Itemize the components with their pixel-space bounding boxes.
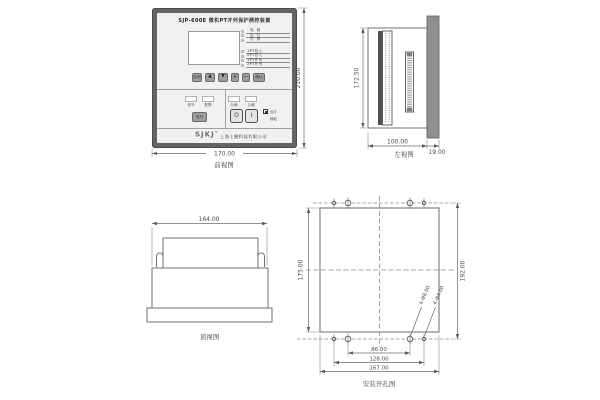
arrowhead — [422, 144, 427, 147]
arrowhead — [307, 327, 310, 332]
arrowhead — [307, 208, 310, 213]
arrowhead — [152, 152, 157, 155]
rear-case-outline — [163, 238, 258, 268]
arrowhead — [456, 334, 459, 339]
install-view — [297, 196, 467, 388]
led-label: 电源 — [246, 28, 290, 34]
mounting-hole-large — [407, 198, 413, 209]
arrowhead — [368, 144, 373, 147]
company-name: 上海上继科技有限公司 — [220, 134, 267, 139]
front-height-dim: 210.00 — [295, 67, 302, 89]
arrowhead — [361, 28, 364, 33]
led-label: 2PT并列 — [246, 62, 290, 68]
arrowhead — [405, 351, 410, 354]
local-label: 就地 — [270, 117, 277, 121]
mounting-hole-large — [345, 198, 351, 209]
arrowhead — [456, 203, 459, 208]
mounting-hole-small — [332, 335, 335, 344]
front-view-dimensions — [152, 8, 307, 169]
open-lamp-label: 分闸 — [230, 103, 238, 107]
case-body-outline — [368, 28, 427, 128]
arrowhead — [152, 222, 157, 225]
alarm-lamp-label: 报警 — [204, 103, 212, 107]
arrowhead — [320, 370, 325, 373]
down-arrow-key: ▼ — [218, 73, 228, 82]
small-hole-label: 4-Φ4.00 — [432, 284, 446, 306]
confirm-key: 确认 — [253, 73, 265, 82]
outer-hole-spacing-dim: 128.00 — [369, 356, 389, 363]
front-flange-outline — [147, 308, 272, 322]
front-view-caption: 前视图 — [214, 161, 234, 169]
front-bezel-side — [427, 16, 439, 138]
install-view-caption: 安装开孔图 — [362, 380, 396, 388]
front-width-dim: 170.00 — [214, 150, 235, 158]
off-pushbutton-glyph: O — [234, 112, 239, 119]
top-view — [147, 216, 272, 341]
led-label: 2PT投入 — [246, 53, 290, 59]
case-middle-outline — [152, 268, 268, 308]
mounting-hole-large — [407, 334, 413, 345]
arrowhead — [302, 143, 305, 148]
minus-key: − — [243, 74, 249, 80]
brand-text: SJKJ — [195, 130, 215, 139]
top-width-dim: 164.00 — [198, 216, 220, 223]
left-height-dim: 172.50 — [353, 67, 361, 89]
led-label: 1PT投入 — [246, 49, 290, 55]
cutout-height-dim: 175.00 — [297, 259, 305, 281]
left-view-caption: 左视图 — [394, 150, 414, 159]
close-lamp-label: 合闸 — [247, 103, 255, 107]
arrowhead — [434, 144, 439, 147]
top-view-caption: 顶视图 — [199, 333, 220, 341]
inner-hole-spacing-dim: 86.00 — [371, 347, 387, 353]
arrowhead — [302, 8, 305, 13]
signal-lamp-label: 信号 — [187, 103, 195, 107]
mounting-hole-small — [332, 199, 335, 208]
arrowhead — [292, 152, 297, 155]
reset-button: 复归 — [192, 112, 207, 122]
device-title: SJP-600E 微机PT并列保护测控装置 — [178, 18, 271, 24]
remote-label: 远方 — [270, 110, 277, 114]
mounting-clip-left — [157, 253, 164, 267]
depth-dim: 100.00 — [387, 138, 408, 146]
registered-mark: ® — [214, 130, 219, 134]
led-label: 1PT并列 — [246, 58, 290, 64]
arrowhead — [334, 361, 339, 364]
arrowhead — [419, 361, 424, 364]
mounting-clip-right — [258, 253, 265, 267]
terminal-strip-rail — [378, 31, 383, 125]
hole-row-spacing-dim: 192.00 — [459, 260, 467, 282]
mounting-hole-small — [422, 335, 425, 344]
mounting-hole-large — [345, 334, 351, 345]
led-label: 告警 — [246, 37, 290, 43]
arrowhead — [434, 370, 439, 373]
arrowhead — [361, 123, 364, 128]
left-view — [354, 16, 446, 159]
cancel-key: 取消 — [192, 73, 202, 82]
extension-lines — [360, 28, 367, 128]
mounting-hole-small — [422, 199, 425, 208]
plus-key: + — [232, 74, 238, 80]
large-hole-label: 4-Φ8.00 — [418, 284, 432, 306]
bezel-depth-dim: 19.00 — [428, 149, 446, 156]
terminal-strip — [383, 31, 393, 125]
up-arrow-key: ▲ — [205, 73, 215, 82]
led-label: 运行 — [246, 33, 290, 39]
arrowhead — [348, 351, 353, 354]
cutout-width-dim: 167.00 — [369, 365, 389, 372]
connector-end-cap — [407, 53, 412, 57]
connector-end-cap — [407, 108, 412, 112]
on-pushbutton-glyph: I — [250, 112, 253, 119]
arrowhead — [262, 222, 267, 225]
